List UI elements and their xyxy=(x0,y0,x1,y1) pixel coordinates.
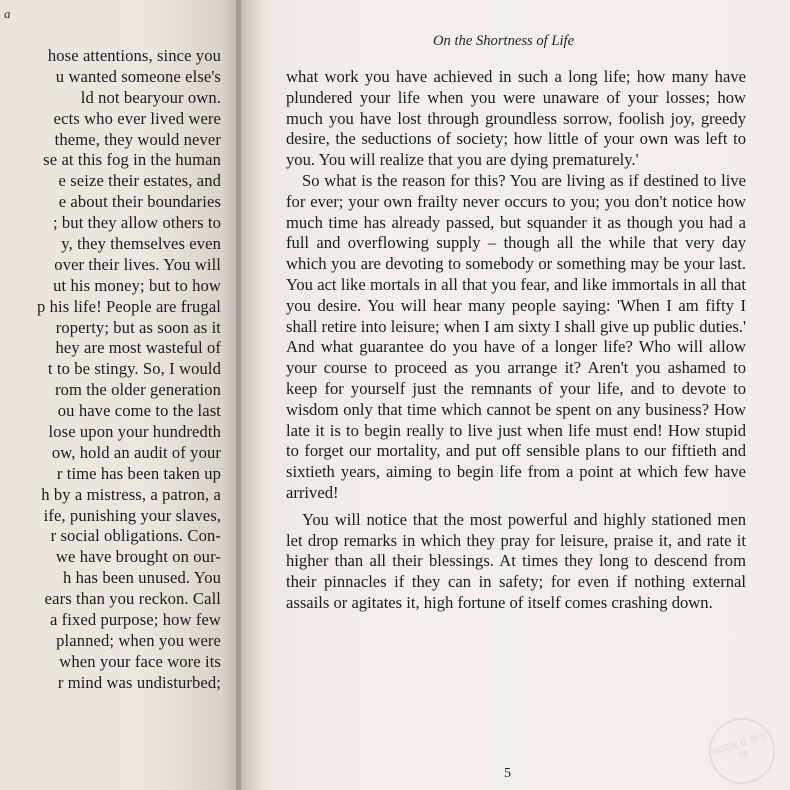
left-line: theme, they would never xyxy=(54,129,221,149)
left-line: lose upon your hundredth xyxy=(48,422,221,442)
paragraph-2: So what is the reason for this? You are living as if destined to live for ever; your own frailty never occurs to you; you don't notice how much time has already passed, but squander it as though you had a full and overflowing supply – though all the while that very day which you are devoting to somebody or something may be your last. You act like mortals in all that you fear, and like immortals in all that you desire. You will hear many people saying: 'When I am fifty I shall retire into leisure; when I am sixty I shall give up public duties.' And what guarantee do you have of a longer life? Who will allow your course to proceed as you arrange it? Aren't you ashamed to keep for yourself just the remnants of your life, and to devote to wisdom only that time which cannot be spent on any business? How late it is to begin really to live just when life must end! How stupid to forget our mortality, and put off sensible plans to our fiftieth and sixtieth years, aiming to begin life from a point at which few have arrived! xyxy=(286,170,746,502)
left-line: ects who ever lived were xyxy=(53,108,221,128)
left-line: t to be stingy. So, I would xyxy=(47,359,221,379)
left-line: ears than you reckon. Call xyxy=(44,589,221,609)
left-line: ou have come to the last xyxy=(57,401,221,421)
left-line: planned; when you were xyxy=(56,630,221,650)
left-line: y, they themselves even xyxy=(61,234,221,254)
left-line: e seize their estates, and xyxy=(58,171,221,191)
left-line: r mind was undisturbed; xyxy=(57,672,221,692)
paragraph-3: You will notice that the most powerful and highly stationed men let drop remarks in which they pray for leisure, praise it, and rate it higher than all their blessings. At times they long to descend from their pinnacles if they can in safety; for even if nothing external assails or agitates it, high fortune of itself comes crashing down. xyxy=(286,509,746,612)
right-page xyxy=(241,0,790,790)
left-line: when your face wore its xyxy=(59,651,221,671)
left-line: we have brought on our- xyxy=(55,547,221,567)
left-line: ife, punishing your slaves, xyxy=(43,505,221,525)
left-line: roperty; but as soon as it xyxy=(55,317,221,337)
right-page-body xyxy=(286,67,746,614)
left-line: rom the older generation xyxy=(55,380,221,400)
left-line: ut his money; but to how xyxy=(53,275,221,295)
left-line: u wanted someone else's xyxy=(55,66,221,86)
left-line: hose attentions, since you xyxy=(47,46,221,65)
left-line: hey are most wasteful of xyxy=(55,338,221,358)
left-line: e about their boundaries xyxy=(58,192,221,212)
left-line: ld not bearyour own. xyxy=(80,87,221,107)
left-line: p his life! People are frugal xyxy=(37,296,221,316)
running-head-title: On the Shortness of Life xyxy=(433,33,575,49)
left-running-head: a xyxy=(4,6,11,21)
left-line: r time has been taken up xyxy=(56,463,221,483)
left-line: h has been unused. You xyxy=(63,568,221,588)
paragraph-1: what work you have achieved in such a long life; how many have plundered your life when you were unaware of your losses; how much you have lost through groundless sorrow, foolish joy, greedy desire, the seductions of society; how little of your own was left to you. You will realize that you are dying prematurely.' xyxy=(286,67,746,170)
left-line: h by a mistress, a patron, a xyxy=(41,484,221,504)
left-line: ; but they allow others to xyxy=(52,213,221,233)
book-gutter-shadow xyxy=(236,0,266,790)
left-page-text xyxy=(0,46,221,694)
left-page xyxy=(0,0,241,790)
page-number: 5 xyxy=(504,766,511,781)
left-line: ow, hold an audit of your xyxy=(51,442,221,462)
left-line: a fixed purpose; how few xyxy=(49,610,221,630)
left-line: r social obligations. Con- xyxy=(50,526,221,546)
watermark-stamp: 中国图书 图书网 xyxy=(700,709,783,790)
left-line: se at this fog in the human xyxy=(43,150,221,170)
left-line: over their lives. You will xyxy=(54,254,221,274)
